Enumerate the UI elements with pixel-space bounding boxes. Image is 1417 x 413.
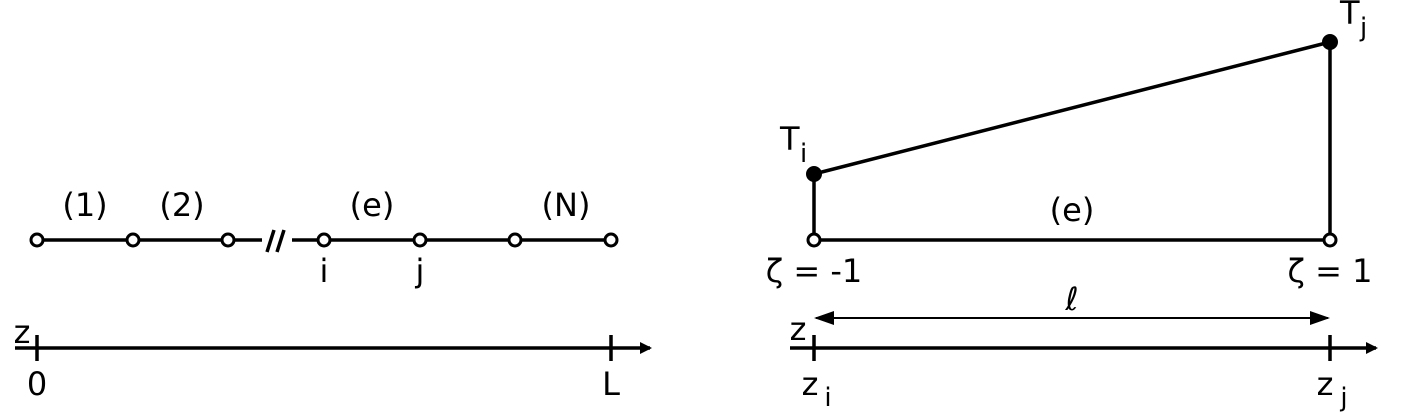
ti-base: T: [780, 120, 800, 158]
temperature-label-tj: [1339, 0, 1367, 43]
node-i: [318, 234, 330, 246]
element-label-e-right: (e): [1049, 191, 1095, 229]
node-zeta-minus-1: [808, 234, 820, 246]
axis-label-zi: [802, 365, 832, 413]
node-label-j: j: [415, 252, 425, 290]
zeta-left-label: ζ = -1: [765, 252, 863, 290]
break-symbol: [267, 230, 284, 252]
element-label-e: (e): [349, 186, 395, 224]
temperature-interpolation-line: [814, 42, 1330, 174]
zi-subscript: i: [824, 383, 832, 413]
left-axis-end-label: L: [602, 365, 620, 403]
element-label-1: (1): [62, 186, 108, 224]
node-0: [31, 234, 43, 246]
length-label: ℓ: [1065, 280, 1079, 318]
node-label-i: i: [319, 252, 329, 290]
right-z-axis: [790, 310, 1376, 413]
element-length-dimension: [816, 280, 1328, 318]
element-label-2: (2): [159, 186, 205, 224]
right-panel: [766, 0, 1376, 413]
zeta-right-label: ζ = 1: [1287, 252, 1373, 290]
node-zeta-plus-1: [1324, 234, 1336, 246]
node-2: [222, 234, 234, 246]
temperature-node-ti: [807, 167, 821, 181]
tj-base: T: [1340, 0, 1360, 32]
zi-base: z: [801, 365, 819, 403]
tj-subscript: j: [1360, 13, 1368, 43]
zj-subscript: j: [1340, 383, 1348, 413]
node-n-minus-1: [509, 234, 521, 246]
right-axis-label: z: [789, 310, 807, 348]
left-panel: [14, 186, 650, 403]
node-n: [605, 234, 617, 246]
temperature-label-ti: [779, 120, 807, 169]
axis-label-zj: [1317, 365, 1348, 413]
left-axis-start-label: 0: [26, 365, 48, 403]
left-axis-label: z: [13, 313, 31, 351]
node-1: [127, 234, 139, 246]
ti-subscript: i: [800, 139, 808, 169]
element-label-n: (N): [541, 186, 591, 224]
zj-base: z: [1316, 365, 1334, 403]
node-j: [414, 234, 426, 246]
left-z-axis: [14, 313, 650, 403]
temperature-node-tj: [1323, 35, 1337, 49]
